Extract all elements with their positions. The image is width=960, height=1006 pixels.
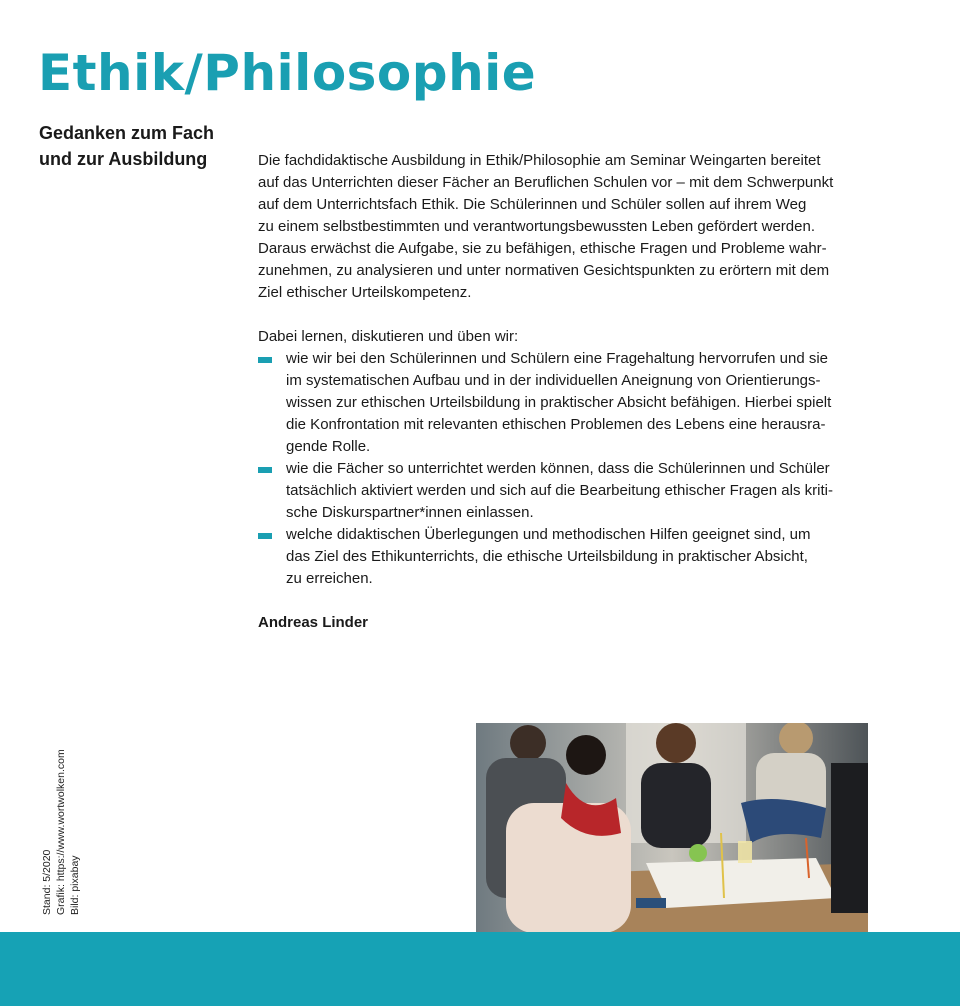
intro-line: auf dem Unterrichtsfach Ethik. Die Schülerinnen und Schüler sollen auf ihrem Weg (258, 196, 807, 213)
bullet-marker-icon (258, 533, 272, 539)
list-intro: Dabei lernen, diskutieren und üben wir: (258, 328, 519, 345)
bullet-line: gende Rolle. (286, 438, 371, 455)
intro-line: Die fachdidaktische Ausbildung in Ethik/Philosophie am Seminar Weingarten bereitet (258, 152, 821, 169)
bullet-line: wie wir bei den Schülerinnen und Schülern eine Fragehaltung hervorrufen und sie (286, 350, 829, 367)
bullet-line: wie die Fächer so unterrichtet werden können, dass die Schülerinnen und Schüler (286, 460, 830, 477)
bullet-marker-icon (258, 357, 272, 363)
credit-stand: Stand: 5/2020 (41, 849, 53, 915)
bullet-line: welche didaktischen Überlegungen und methodischen Hilfen geeignet sind, um (286, 526, 811, 543)
image-credits (40, 749, 82, 915)
intro-line: zu einem selbstbestimmten und verantwortungsbewussten Leben gefördert werden. (258, 218, 815, 235)
credit-grafik: Grafik: https://www.wortwolken.com (55, 749, 67, 915)
bullet-line: tatsächlich aktiviert werden und sich auf die Bearbeitung ethischer Fragen als kriti- (286, 482, 833, 499)
list-item (258, 348, 888, 458)
bullet-list (258, 348, 888, 590)
bullet-marker-icon (258, 467, 272, 473)
subtitle-line: Gedanken zum Fach (39, 123, 215, 143)
intro-line: auf das Unterrichten dieser Fächer an Beruflichen Schulen vor – mit dem Schwerpunkt (258, 174, 834, 191)
bullet-line: sche Diskurspartner*innen einlassen. (286, 504, 534, 521)
intro-line: zunehmen, zu analysieren und unter normativen Gesichtspunkten zu erörtern mit dem (258, 262, 830, 279)
list-item (258, 458, 888, 524)
bullet-line: zu erreichen. (286, 570, 373, 587)
students-photo (476, 723, 868, 933)
bullet-line: die Konfrontation mit relevanten ethischen Problemen des Lebens eine herausra- (286, 416, 826, 433)
body-text (258, 150, 888, 634)
intro-line: Daraus erwächst die Aufgabe, sie zu befähigen, ethische Fragen und Probleme wahr- (258, 240, 827, 257)
intro-paragraph (258, 150, 888, 304)
bullet-line: im systematischen Aufbau und in der individuellen Aneignung von Orientierungs- (286, 372, 821, 389)
subtitle-line: und zur Ausbildung (39, 149, 208, 169)
footer-bar (0, 932, 960, 1006)
bullet-line: wissen zur ethischen Urteilsbildung in praktischer Absicht befähigen. Hierbei spielt (286, 394, 832, 411)
author-name: Andreas Linder (258, 614, 369, 631)
list-item (258, 524, 888, 590)
intro-line: Ziel ethischer Urteilskompetenz. (258, 284, 472, 301)
page-title: Ethik/Philosophie (38, 44, 537, 102)
bullet-line: das Ziel des Ethikunterrichts, die ethische Urteilsbildung in praktischer Absicht, (286, 548, 808, 565)
credit-bild: Bild: pixabay (69, 855, 81, 915)
section-subtitle (39, 120, 259, 172)
